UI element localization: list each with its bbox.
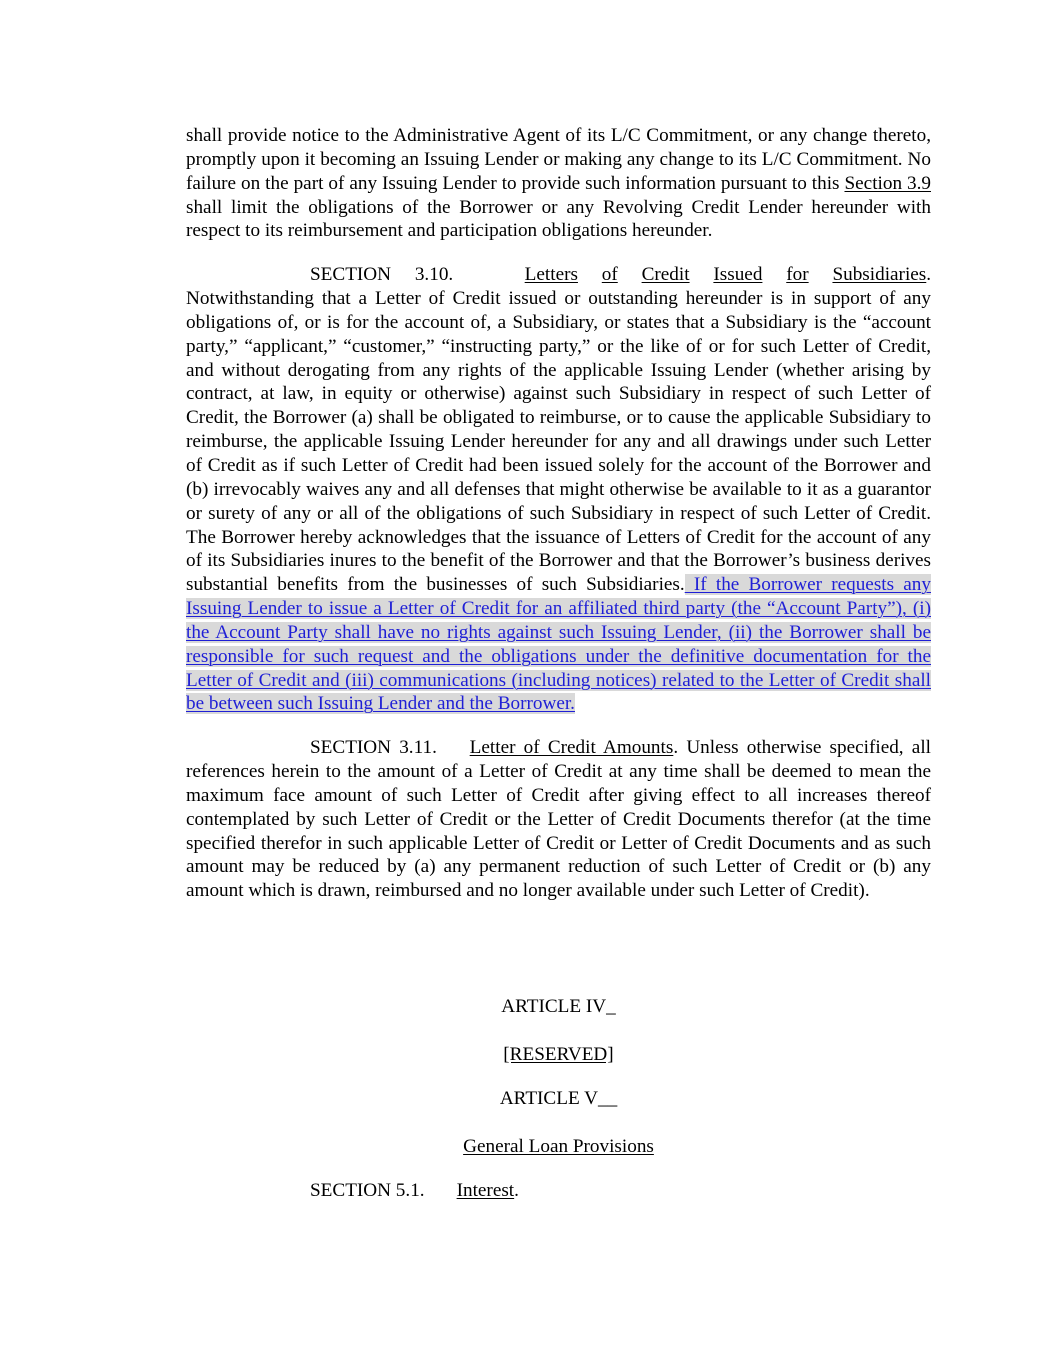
paragraph-notice — [186, 124, 931, 243]
section-title: Credit — [641, 264, 690, 286]
paragraph-text: shall limit the obligations of the Borrower or any Revolving Credit Lender hereunder with respect to its reimbursement and participation obligations hereunder. — [186, 196, 931, 242]
section-number: SECTION 3.11. — [310, 737, 437, 759]
section-3-10-heading: SECTION 3.10. Letters of Credit Issued for Subsidiaries. — [310, 264, 932, 286]
section-body-text: Notwithstanding that a Letter of Credit issued or outstanding hereunder is in support of any obligations of, or is for the account of, a Subsidiary, or states that a Subsidiary is the “account party,” “applicant,” “customer,” “instructing party,” or the like of or for such Letter of Credit, and without derogating from any rights of the applicable Issuing Lender (whether arising by contract, at law, in equity or otherwise) against such Subsidiary in respect of such Letter of Credit, the Borrower (a) shall be obligated to reimburse, or to cause the applicable Subsidiary to reimburse, the applicable Issuing Lender hereunder for any and all drawings under such Letter of Credit as if such Letter of Credit had been issued solely for the account of the Borrower and (b) irrevocably waives any and all defenses that might otherwise be available to it as a guarantor or surety of any or all of the obligations of such Subsidiary in respect of such Letter of Credit. The Borrower hereby acknowledges that the issuance of Letters of Credit for the account of any of its Subsidiaries inures to the benefit of the Borrower and that the Borrower’s business derives substantial benefits from the businesses of such Subsidiaries. — [186, 288, 931, 596]
section-title: Letter of Credit Amounts — [469, 737, 674, 759]
section-3-11: SECTION 3.11. Letter of Credit Amounts. Unless otherwise specified, all references herein to the amount of a Letter of Credit at any time shall be deemed to mean the maximum face amount of such Letter of Credit after giving effect to all increases thereof contemplated by such Letter of Credit or the Letter of Credit Documents therefor (at the time specified therefor in such applicable Letter of Credit or Letter of Credit Documents and as such amount may be reduced by (a) any permanent reduction of such Letter of Credit or (b) any amount which is drawn, reimbursed and no longer available under such Letter of Credit). — [186, 737, 931, 902]
article-iv-heading: ARTICLE IV_ — [501, 996, 616, 1017]
article-v-title: General Loan Provisions — [463, 1136, 654, 1157]
section-title: Subsidiaries — [832, 264, 927, 286]
article-iv-title: [RESERVED] — [503, 1044, 614, 1065]
article-iv-title-wrap — [186, 1044, 931, 1066]
section-title: Letters — [524, 264, 578, 286]
section-title: Interest — [456, 1180, 515, 1201]
section-body-text: Unless otherwise specified, all references herein to the amount of a Letter of Credit at any time shall be deemed to mean the maximum face amount of such Letter of Credit after giving effect to all increases thereof contemplated by such Letter of Credit or the Letter of Credit Documents therefor (at the time specified therefor in such applicable Letter of Credit or Letter of Credit Documents and as such amount may be reduced by (a) any permanent reduction of such Letter of Credit or (b) any amount which is drawn, reimbursed and no longer available under such Letter of Credit). — [186, 737, 931, 902]
article-v-heading: ARTICLE V__ — [499, 1088, 618, 1109]
section-number: SECTION 5.1. — [310, 1180, 425, 1201]
section-title: of — [601, 264, 618, 286]
section-number: SECTION 3.10. — [310, 264, 454, 286]
paragraph-text: shall provide notice to the Administrative Agent of its L/C Commitment, or any change thereto, promptly upon it becoming an Issuing Lender or making any change to its L/C Commitment. No failure on the part of any Issuing Lender to provide such information pursuant to this — [186, 125, 931, 194]
section-3-10-body — [186, 287, 931, 716]
section-title: for — [786, 264, 809, 286]
article-v-title-wrap — [186, 1136, 931, 1158]
section-5-1-heading: SECTION 5.1. Interest. — [310, 1180, 519, 1201]
section-3-9-reference[interactable]: Section 3.9 — [844, 172, 931, 194]
inserted-text-highlight: If the Borrower requests any Issuing Lender to issue a Letter of Credit for an affiliated third party (the “Account Party”), (i) the Account Party shall have no rights against such Issuing Lender, (ii) the Borrower shall be responsible for such request and the obligations under the definitive documentation for the Letter of Credit and (iii) communications (including notices) related to the Letter of Credit shall be between such Issuing Lender and the Borrower. — [186, 574, 931, 715]
document-page — [186, 124, 932, 1201]
section-title: Issued — [713, 264, 763, 286]
